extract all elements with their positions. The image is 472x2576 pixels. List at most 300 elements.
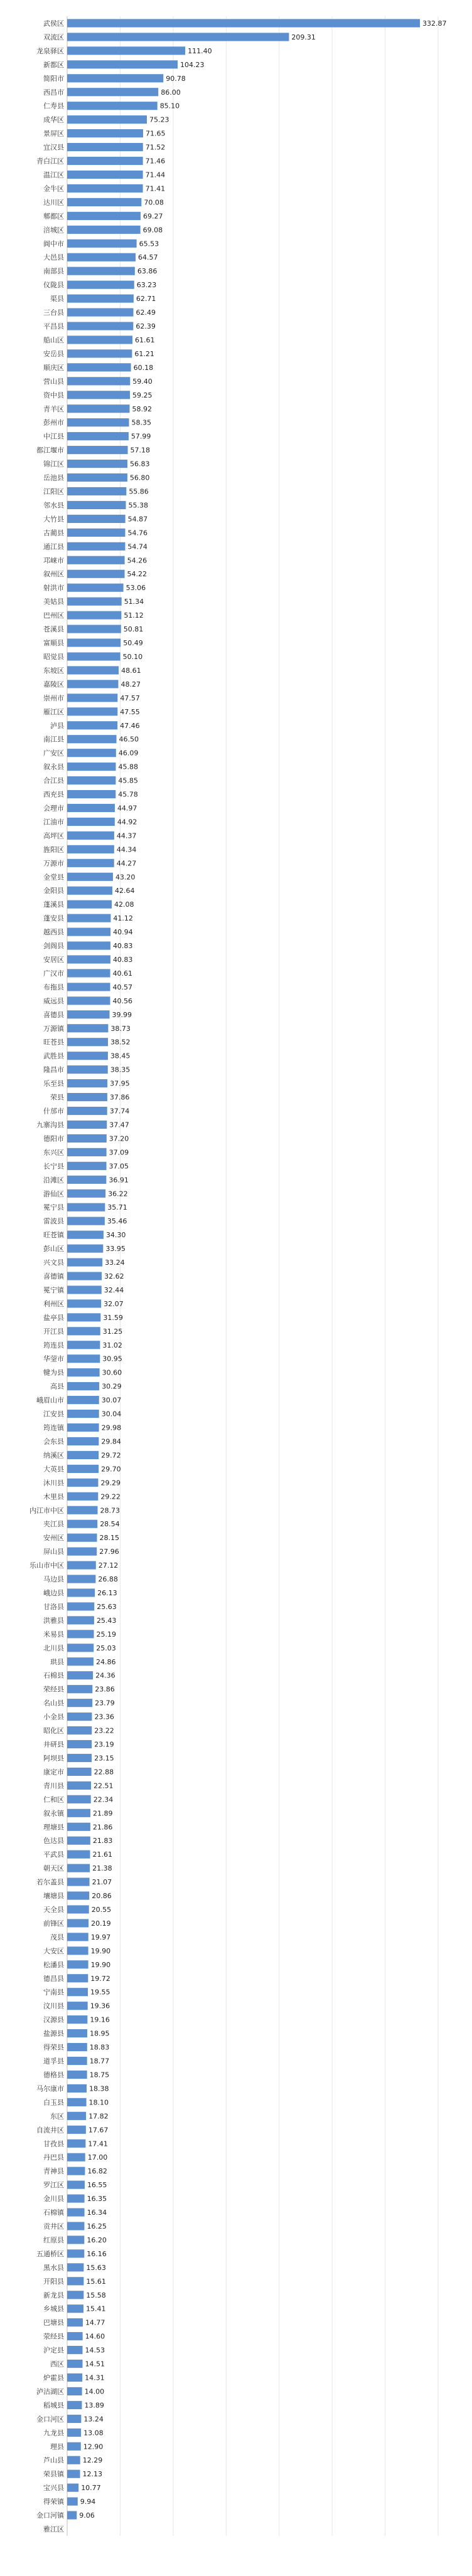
category-label: 罗江区: [43, 2181, 64, 2190]
value-label: 14.53: [85, 2346, 105, 2355]
bar: [67, 404, 129, 413]
bar: [67, 2126, 86, 2134]
category-label: 西充县: [43, 790, 64, 799]
value-label: 34.30: [105, 1231, 126, 1240]
category-label: 乐至县: [43, 1079, 64, 1088]
category-label: 达川区: [43, 198, 64, 207]
bar: [67, 1313, 100, 1321]
bar: [67, 129, 143, 137]
bar: [67, 143, 143, 151]
category-label: 内江市中区: [30, 1506, 64, 1515]
bar: [67, 611, 121, 620]
value-label: 71.46: [145, 157, 166, 166]
category-label: 美姑县: [43, 598, 64, 606]
value-label: 45.85: [118, 776, 138, 785]
value-label: 40.57: [112, 983, 133, 991]
bar: [67, 2456, 80, 2464]
bar: [67, 721, 117, 729]
value-label: 14.31: [85, 2373, 105, 2382]
category-label: 岳池县: [43, 473, 64, 482]
category-label: 大英县: [43, 1465, 64, 1474]
category-label: 旺苍镇: [43, 1231, 64, 1240]
bar: [67, 515, 126, 523]
category-label: 平武县: [43, 1850, 64, 1859]
bar: [67, 845, 114, 853]
value-label: 38.73: [110, 1024, 131, 1033]
category-label: 井研县: [43, 1740, 64, 1749]
bar: [67, 1726, 92, 1734]
category-label: 稻城县: [43, 2401, 64, 2410]
value-label: 60.18: [133, 363, 154, 372]
value-label: 20.19: [91, 1919, 111, 1928]
value-label: 65.53: [139, 240, 159, 248]
value-label: 21.38: [92, 1864, 112, 1873]
category-label: 乡城县: [43, 2304, 64, 2313]
category-label: 游仙区: [43, 1190, 64, 1198]
bar: [67, 1451, 99, 1459]
value-label: 19.97: [90, 1933, 111, 1941]
category-label: 青川县: [43, 1782, 64, 1790]
value-label: 42.64: [115, 887, 135, 895]
category-label: 什邡市: [43, 1107, 64, 1116]
bar: [67, 1933, 88, 1941]
category-label: 会东县: [43, 1437, 64, 1446]
category-label: 射洪市: [43, 584, 64, 593]
bar: [67, 102, 158, 110]
category-label: 冕宁镇: [43, 1285, 64, 1294]
category-label: 彭山区: [43, 1245, 64, 1254]
value-label: 71.41: [145, 184, 166, 193]
bar: [67, 198, 141, 206]
category-label: 剑阁县: [43, 942, 64, 951]
bar: [67, 638, 121, 647]
category-label: 船山区: [43, 335, 64, 344]
value-label: 21.89: [92, 1809, 113, 1818]
category-label: 资中县: [43, 391, 64, 399]
bar: [67, 2277, 83, 2285]
bar: [67, 1492, 98, 1501]
value-label: 36.91: [109, 1176, 129, 1185]
category-label: 道孚县: [43, 2057, 64, 2066]
bar: [67, 2194, 85, 2202]
bar: [67, 212, 141, 220]
value-label: 56.80: [129, 473, 150, 482]
bar: [67, 1327, 100, 1335]
category-label: 五通桥区: [36, 2249, 64, 2258]
bar: [67, 1354, 100, 1363]
value-label: 26.13: [97, 1588, 117, 1597]
bar: [67, 2208, 85, 2216]
bar: [67, 1616, 94, 1624]
value-label: 17.41: [88, 2140, 108, 2148]
category-label: 平昌县: [43, 322, 64, 331]
category-label: 华蓥市: [43, 1354, 64, 1363]
bar: [67, 2071, 87, 2079]
category-label: 甘洛县: [43, 1602, 64, 1611]
value-label: 25.03: [96, 1644, 116, 1652]
value-label: 20.55: [91, 1905, 112, 1914]
category-label: 大竹县: [43, 515, 64, 524]
bar: [67, 377, 130, 385]
value-label: 19.36: [90, 2002, 110, 2010]
category-label: 茂县: [50, 1933, 64, 1941]
category-label: 富顺县: [43, 639, 64, 648]
value-label: 23.22: [94, 1726, 114, 1735]
category-label: 宝兴县: [43, 2484, 64, 2493]
value-label: 61.21: [134, 349, 154, 358]
value-label: 18.77: [89, 2057, 110, 2066]
bar: [67, 1837, 90, 1845]
category-label: 隆昌市: [43, 1065, 64, 1074]
value-label: 23.36: [94, 1713, 114, 1721]
bar: [67, 2098, 87, 2106]
value-label: 37.20: [109, 1134, 129, 1143]
bar: [67, 1520, 97, 1528]
value-label: 55.86: [129, 487, 149, 496]
bar: [67, 1850, 90, 1859]
value-label: 86.00: [161, 88, 181, 97]
bar: [67, 2029, 87, 2037]
bar: [67, 2415, 81, 2423]
value-label: 17.67: [88, 2126, 109, 2135]
value-label: 37.86: [109, 1093, 130, 1102]
bar: [67, 542, 125, 551]
category-label: 景屏区: [43, 129, 64, 138]
category-label: 犍为县: [43, 1368, 64, 1377]
bar: [67, 707, 117, 715]
category-label: 西昌市: [43, 88, 64, 97]
category-label: 开阳县: [43, 2277, 64, 2286]
bar: [67, 1396, 99, 1404]
category-label: 仪陇县: [43, 281, 64, 290]
category-label: 泸县: [50, 721, 64, 730]
category-label: 南江县: [43, 735, 64, 744]
bar: [67, 1713, 92, 1721]
category-label: 贡井区: [43, 2222, 64, 2230]
value-label: 62.71: [136, 295, 156, 304]
bar: [67, 1093, 107, 1101]
bar: [67, 1079, 107, 1087]
category-label: 喜德县: [43, 1010, 64, 1019]
value-label: 31.25: [102, 1327, 123, 1336]
bar: [67, 598, 122, 606]
category-label: 松潘县: [43, 1960, 64, 1969]
bar: [67, 749, 116, 757]
bar: [67, 1258, 102, 1266]
bar: [67, 33, 289, 41]
bar: [67, 1052, 108, 1060]
category-label: 锦江区: [43, 460, 64, 468]
bar: [67, 88, 158, 96]
value-label: 32.62: [104, 1272, 124, 1280]
bar: [67, 1010, 110, 1018]
value-label: 53.06: [126, 584, 146, 593]
bar: [67, 1176, 106, 1184]
category-label: 巴州区: [43, 611, 64, 620]
bar: [67, 2429, 81, 2437]
value-label: 21.61: [92, 1850, 112, 1859]
bar: [67, 2084, 87, 2093]
category-label: 若尔盖县: [36, 1878, 64, 1887]
bar: [67, 652, 121, 660]
category-label: 布拖县: [43, 983, 64, 991]
bar: [67, 1245, 103, 1253]
bar: [67, 184, 143, 193]
value-label: 37.74: [109, 1107, 130, 1116]
category-label: 彭州市: [43, 418, 64, 427]
bar: [67, 694, 117, 702]
category-label: 旺苍县: [43, 1038, 64, 1047]
bar: [67, 859, 114, 867]
bar: [67, 1162, 107, 1170]
value-label: 19.55: [90, 1988, 110, 1997]
value-label: 25.63: [97, 1602, 117, 1611]
bar: [67, 267, 135, 275]
value-label: 54.76: [127, 529, 148, 537]
value-label: 12.90: [83, 2442, 104, 2451]
bar: [67, 1864, 90, 1872]
category-label: 峨边县: [43, 1588, 64, 1597]
category-label: 江阳区: [43, 487, 64, 496]
value-label: 47.57: [120, 694, 140, 702]
value-label: 32.44: [104, 1285, 124, 1294]
value-label: 30.07: [101, 1396, 122, 1405]
bar: [67, 1768, 92, 1776]
category-label: 理县: [50, 2442, 64, 2451]
value-label: 62.39: [136, 322, 156, 331]
value-label: 29.29: [100, 1479, 121, 1487]
bar: [67, 1602, 94, 1610]
value-label: 45.88: [118, 763, 138, 771]
category-label: 木里县: [43, 1492, 64, 1501]
bar: [67, 115, 147, 124]
bar: [67, 1534, 97, 1542]
bar: [67, 776, 115, 784]
bar: [67, 1699, 92, 1707]
value-label: 104.23: [180, 60, 205, 69]
value-label: 42.08: [114, 900, 134, 909]
category-label: 苍溪县: [43, 625, 64, 634]
value-label: 20.86: [92, 1892, 112, 1901]
value-label: 58.92: [132, 404, 152, 413]
category-label: 汉源县: [43, 2015, 64, 2024]
value-label: 62.49: [136, 309, 156, 317]
value-label: 63.86: [137, 267, 158, 276]
bar: [67, 1203, 105, 1211]
bar: [67, 2167, 85, 2175]
value-label: 15.41: [86, 2304, 106, 2313]
category-label: 纳溪区: [43, 1451, 64, 1460]
value-label: 90.78: [166, 74, 186, 83]
value-label: 35.71: [107, 1203, 127, 1212]
category-label: 宜汉县: [43, 143, 64, 152]
value-label: 30.95: [102, 1354, 122, 1363]
category-label: 金口河区: [36, 2415, 64, 2424]
category-label: 江安县: [43, 1410, 64, 1418]
bar: [67, 2484, 78, 2492]
value-label: 29.22: [100, 1492, 121, 1501]
bar: [67, 1740, 92, 1748]
value-label: 21.86: [92, 1823, 113, 1832]
bar: [67, 818, 115, 826]
bar: [67, 1437, 99, 1445]
value-label: 28.73: [100, 1506, 121, 1515]
value-label: 71.52: [145, 143, 166, 152]
bar: [67, 2153, 85, 2162]
value-label: 16.55: [87, 2181, 107, 2190]
bar: [67, 529, 125, 537]
value-label: 13.89: [84, 2401, 104, 2410]
bar: [67, 1121, 107, 1129]
category-label: 汶川县: [43, 2002, 64, 2010]
category-label: 黑水县: [43, 2263, 64, 2272]
category-label: 珙县: [50, 1657, 64, 1666]
value-label: 37.09: [109, 1148, 129, 1157]
category-label: 荣县: [50, 1093, 64, 1102]
value-label: 14.00: [84, 2387, 105, 2396]
value-label: 54.22: [127, 570, 148, 579]
category-label: 金川县: [43, 2195, 64, 2204]
category-label: 喜德镇: [43, 1272, 64, 1280]
bar: [67, 900, 112, 909]
category-label: 仁和区: [43, 1795, 64, 1804]
category-label: 广汉市: [43, 969, 64, 978]
value-label: 19.16: [90, 2015, 110, 2024]
bar: [67, 446, 128, 454]
value-label: 54.87: [127, 515, 148, 524]
bar: [67, 790, 115, 798]
bar: [67, 2002, 88, 2010]
category-label: 双流区: [43, 33, 64, 41]
value-label: 36.22: [108, 1190, 128, 1198]
category-label: 威远县: [43, 996, 64, 1005]
value-label: 35.46: [107, 1217, 127, 1226]
category-label: 筠连镇: [43, 1423, 64, 1432]
value-label: 23.79: [95, 1699, 115, 1708]
category-label: 巴塘县: [43, 2318, 64, 2327]
category-label: 广安区: [43, 749, 64, 757]
category-label: 安岳县: [43, 349, 64, 358]
category-label: 沪定县: [43, 2346, 64, 2355]
value-label: 29.84: [101, 1437, 121, 1446]
value-label: 39.99: [112, 1010, 132, 1019]
value-label: 15.58: [86, 2291, 106, 2299]
category-label: 蓬溪县: [43, 900, 64, 909]
category-label: 筠连县: [43, 1341, 64, 1349]
value-label: 26.88: [98, 1575, 118, 1584]
bar: [67, 1685, 92, 1693]
category-label: 邻水县: [43, 501, 64, 510]
value-label: 70.08: [144, 198, 164, 207]
bar: [67, 1341, 100, 1349]
category-label: 开江县: [43, 1327, 64, 1336]
category-label: 郫都区: [43, 212, 64, 221]
category-label: 炉霍县: [43, 2373, 64, 2382]
bar: [67, 983, 110, 991]
bar: [67, 1795, 91, 1803]
category-label: 武侯区: [43, 19, 64, 28]
value-label: 71.44: [145, 171, 166, 179]
category-label: 新都区: [43, 60, 64, 69]
value-label: 16.20: [87, 2236, 107, 2244]
bar: [67, 2181, 85, 2189]
category-label: 大邑县: [43, 253, 64, 262]
value-label: 50.49: [123, 639, 143, 648]
value-label: 69.08: [142, 226, 163, 235]
category-label: 名山县: [43, 1699, 64, 1708]
value-label: 15.63: [86, 2263, 106, 2272]
bar: [67, 2373, 82, 2382]
bar: [67, 2236, 84, 2244]
value-label: 16.82: [87, 2167, 107, 2176]
value-label: 57.99: [131, 432, 151, 441]
value-label: 41.12: [113, 914, 133, 923]
bar: [67, 1988, 88, 1996]
value-label: 23.19: [94, 1740, 114, 1749]
bar: [67, 996, 110, 1005]
bar: [67, 349, 132, 357]
category-label: 宁南县: [43, 1988, 64, 1997]
category-label: 顺庆区: [43, 363, 64, 372]
value-label: 40.61: [112, 969, 133, 978]
category-label: 利州区: [43, 1299, 64, 1308]
category-label: 自流井区: [36, 2126, 64, 2135]
value-label: 43.20: [115, 873, 136, 882]
category-label: 东区: [50, 2112, 64, 2121]
bar: [67, 1588, 95, 1597]
bar: [67, 1368, 100, 1376]
value-label: 40.94: [113, 928, 133, 937]
value-label: 19.72: [90, 1974, 110, 1983]
category-label: 中江县: [43, 432, 64, 441]
bar: [67, 570, 125, 578]
value-label: 37.05: [109, 1162, 129, 1171]
category-label: 马尔康市: [36, 2084, 64, 2093]
category-label: 东坡区: [43, 666, 64, 675]
bar: [67, 584, 124, 592]
value-label: 44.97: [117, 804, 137, 813]
category-label: 雅江区: [43, 2525, 64, 2534]
bar: [67, 969, 110, 977]
bar: [67, 1877, 90, 1886]
value-label: 47.55: [120, 707, 140, 716]
bar: [67, 1575, 95, 1583]
value-label: 48.27: [121, 680, 141, 689]
value-label: 64.57: [138, 253, 158, 262]
value-label: 33.24: [105, 1259, 125, 1267]
bar: [67, 1217, 105, 1225]
bar: [67, 1671, 93, 1679]
bar: [67, 556, 125, 564]
category-label: 白玉县: [43, 2098, 64, 2107]
category-label: 天全县: [43, 1905, 64, 1914]
bar: [67, 1479, 98, 1487]
category-label: 丹巴县: [43, 2153, 64, 2162]
bar: [67, 46, 185, 55]
bar: [67, 1299, 101, 1307]
bar: [67, 1272, 102, 1280]
bar: [67, 1974, 88, 1982]
bar: [67, 2249, 84, 2257]
bar: [67, 1285, 102, 1294]
bar: [67, 308, 134, 316]
value-label: 29.70: [101, 1465, 121, 1474]
value-label: 30.29: [102, 1382, 122, 1391]
category-label: 仁寿县: [43, 102, 64, 110]
bar: [67, 1423, 99, 1432]
category-label: 得荣县: [43, 2043, 64, 2052]
category-label: 雁江区: [43, 707, 64, 716]
